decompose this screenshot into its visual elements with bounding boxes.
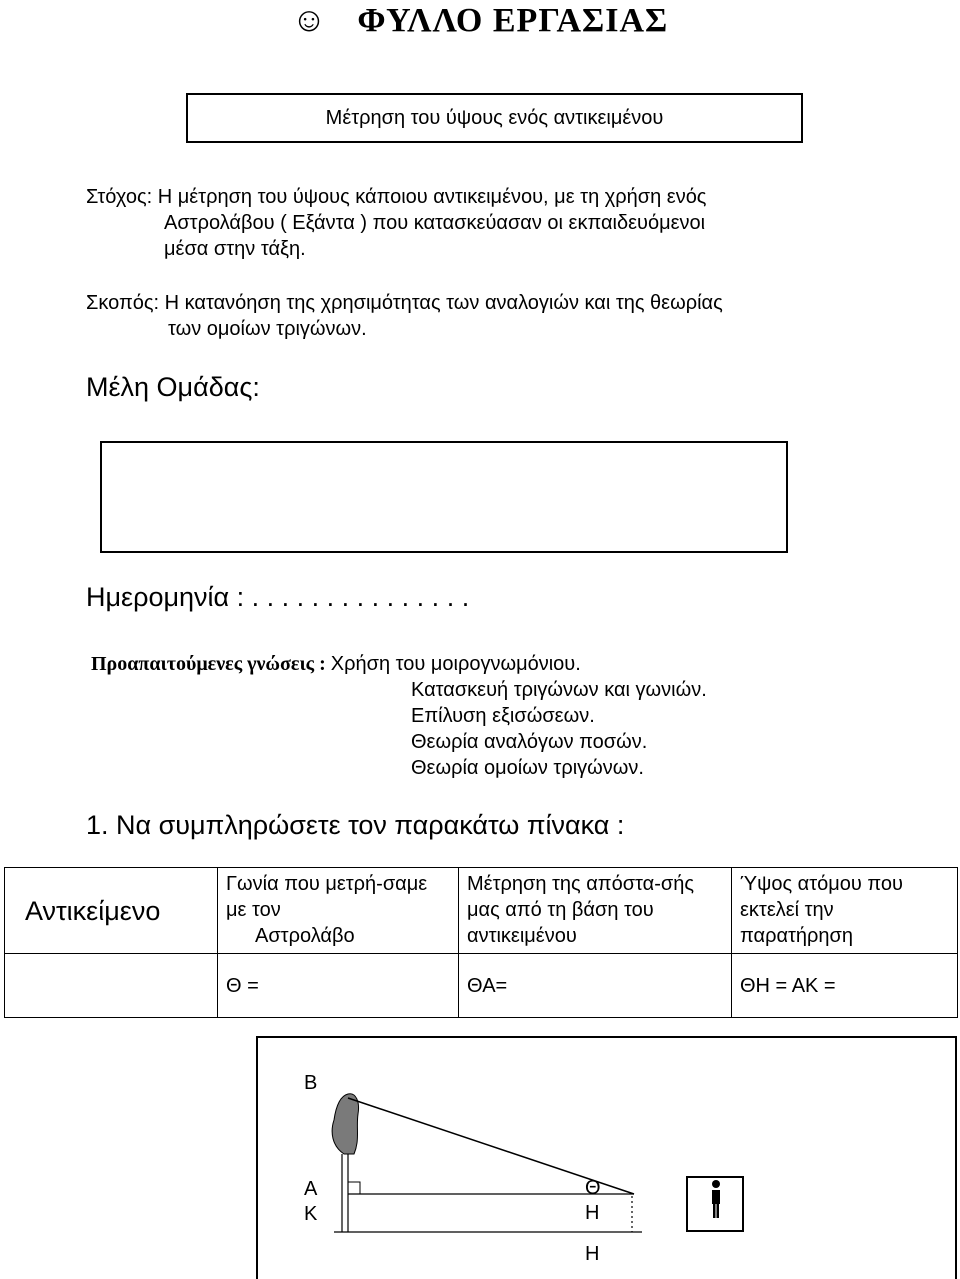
label-k: Κ [304, 1203, 318, 1225]
label-b: Β [304, 1072, 318, 1094]
subtitle-box [186, 93, 803, 143]
angle-header-line: Γωνία που μετρή-σαμε [226, 873, 428, 895]
table-header-row [5, 868, 958, 954]
subtitle-text: Μέτρηση του ύψους ενός αντικειμένου [325, 106, 664, 129]
goal-line-3: μέσα στην τάξη. [164, 238, 306, 260]
page-title [0, 2, 960, 40]
prerequisite-item: Χρήση του μοιρογνωμόνιου. [330, 653, 581, 675]
purpose-line-1: Σκοπός: Η κατανόηση της χρησιμότητας των αναλογιών και της θεωρίας [86, 292, 723, 314]
prerequisite-item: Επίλυση εξισώσεων. [411, 705, 595, 727]
distance-input-cell[interactable]: ΘΑ= [459, 954, 732, 1018]
measurement-table [4, 867, 958, 1018]
height-header-line: Ύψος ατόμου που [740, 873, 903, 895]
prerequisite-item: Θεωρία ομοίων τριγώνων. [411, 757, 644, 779]
task-1-heading: 1. Να συμπληρώσετε τον παρακάτω πίνακα : [86, 810, 625, 840]
angle-input-cell[interactable]: Θ = [218, 954, 459, 1018]
goal-line-1: Στόχος: Η μέτρηση του ύψους κάποιου αντικειμένου, με τη χρήση ενός [86, 186, 707, 208]
object-header-cell: Αντικείμενο [5, 868, 218, 954]
right-angle-marker [348, 1182, 360, 1194]
table-row [5, 954, 958, 1018]
distance-header-line: Μέτρηση της απόστα-σής [467, 873, 694, 895]
distance-header-line: αντικειμένου [467, 925, 577, 947]
height-header-line: παρατήρηση [740, 925, 854, 947]
title-text: ΦΥΛΛΟ ΕΡΓΑΣΙΑΣ [357, 2, 669, 39]
angle-header-line: με τον [226, 899, 281, 921]
prerequisite-item: Κατασκευή τριγώνων και γωνιών. [411, 679, 707, 701]
distance-header-line: μας από τη βάση του [467, 899, 654, 921]
prerequisite-item: Θεωρία αναλόγων ποσών. [411, 731, 648, 753]
angle-header-line: Αστρολάβο [255, 925, 355, 947]
prerequisites-heading: Προαπαιτούμενες γνώσεις : [91, 653, 326, 675]
label-h-top: Η [585, 1202, 600, 1224]
label-theta: Θ [585, 1177, 601, 1199]
date-label: Ημερομηνία : . . . . . . . . . . . . . . . [86, 582, 470, 612]
height-header-line: εκτελεί την [740, 899, 834, 921]
angle-header-cell [218, 868, 459, 954]
members-input-box[interactable] [100, 441, 788, 553]
height-header-cell [732, 868, 958, 954]
person-box [686, 1176, 744, 1232]
tree-icon [332, 1094, 358, 1154]
object-input-cell[interactable] [5, 954, 218, 1018]
label-a: Α [304, 1178, 318, 1200]
height-input-cell[interactable]: ΘΗ = ΑΚ = [732, 954, 958, 1018]
prerequisites-line [91, 651, 581, 677]
smiley-icon: ☺ [291, 2, 328, 39]
goal-line-2: Αστρολάβου ( Εξάντα ) που κατασκεύασαν οι εκπαιδευόμενοι [164, 212, 706, 234]
purpose-line-2: των ομοίων τριγώνων. [168, 318, 367, 340]
geometry-diagram [256, 1036, 957, 1279]
members-label: Μέλη Ομάδας: [86, 372, 260, 402]
distance-header-cell [459, 868, 732, 954]
label-h-bottom: Η [585, 1243, 600, 1265]
